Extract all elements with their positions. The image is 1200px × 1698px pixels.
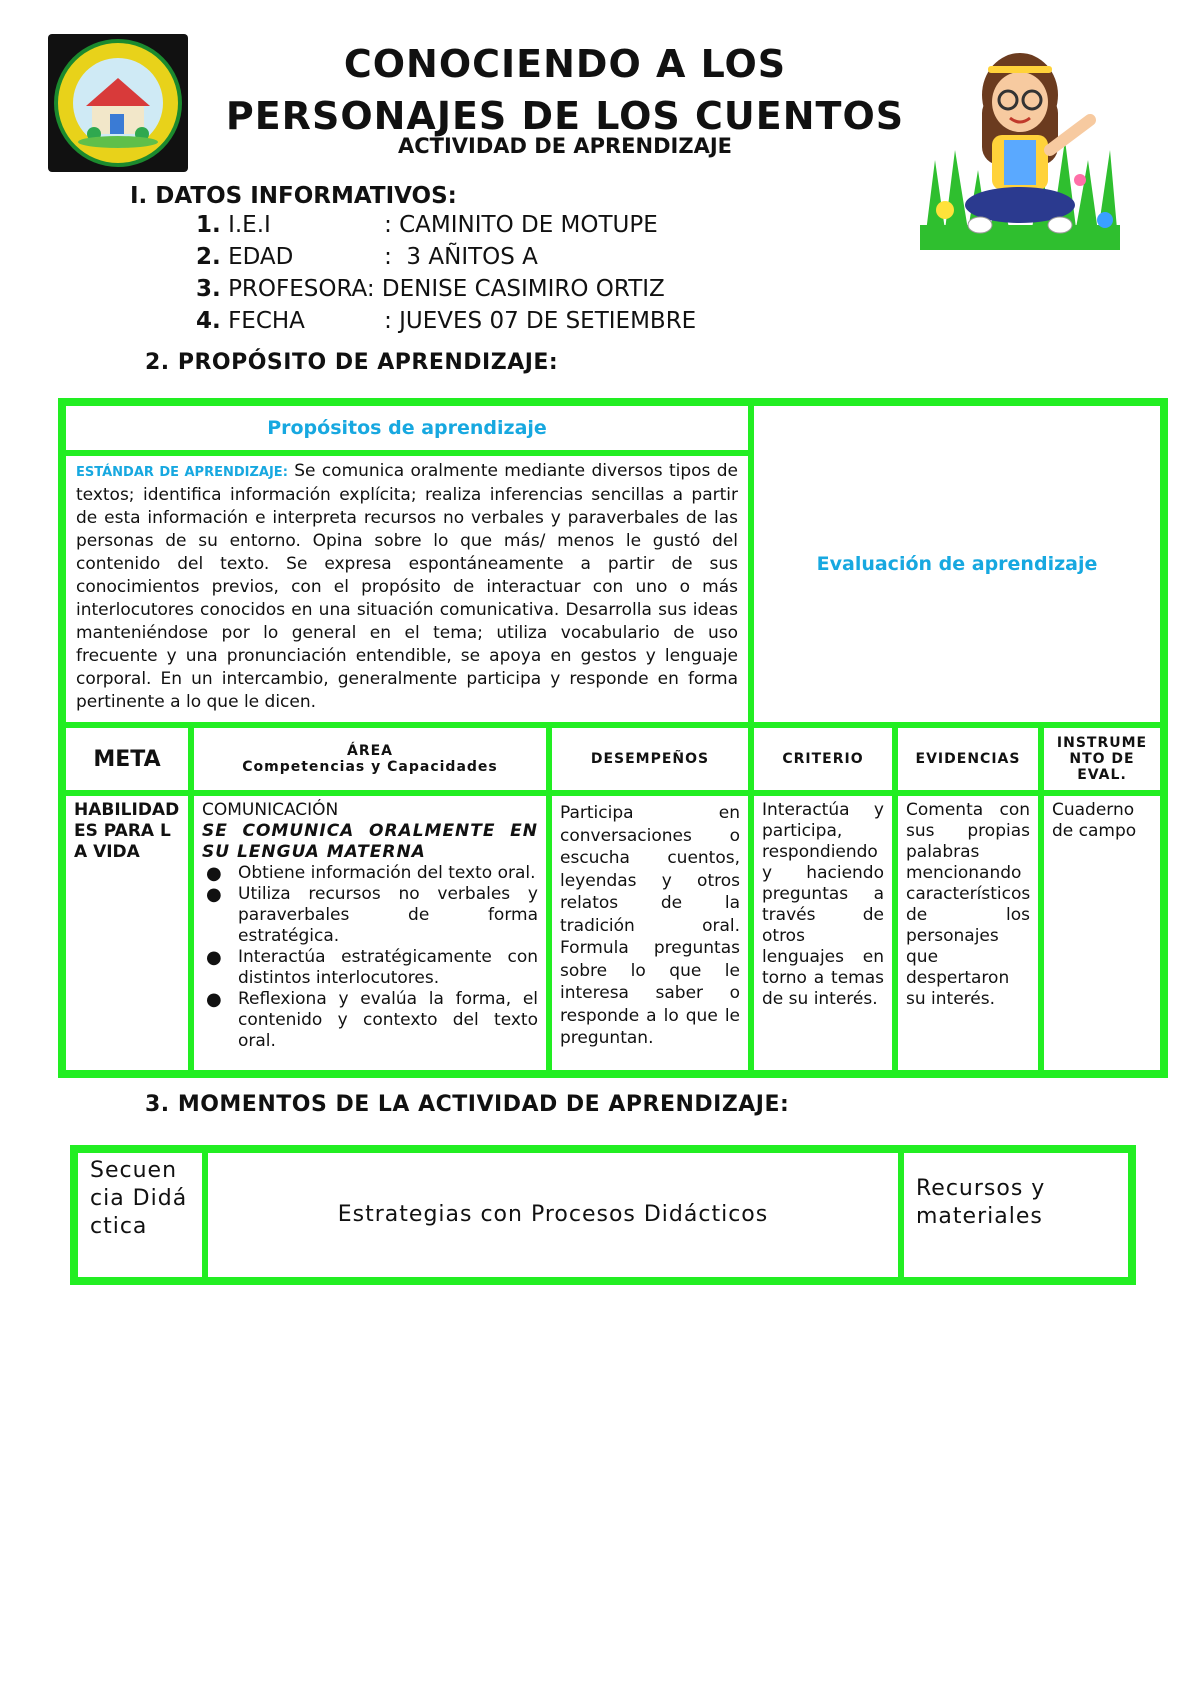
- evaluacion-title: Evaluación de aprendizaje: [751, 403, 1163, 725]
- header-criterio: CRITERIO: [751, 725, 895, 793]
- momentos-table: [70, 1145, 1136, 1285]
- capacidad-item: ● Obtiene información del texto oral.: [202, 863, 538, 884]
- school-seal-logo: [48, 34, 188, 172]
- desempenos-cell: Participa en conversaciones o escucha cuentos, leyendas y otros relatos de la tradición oral. Formula preguntas sobre lo que le interesa saber o responde a lo que le preguntan.: [549, 793, 751, 1073]
- info-row-profesora: [196, 274, 665, 304]
- learning-purpose-table: [58, 398, 1168, 1078]
- criterio-cell: Interactúa y participa, respondiendo y haciendo preguntas a través de otros lenguajes en torno a temas de su interés.: [751, 793, 895, 1073]
- info-label: PROFESORA:: [228, 276, 375, 302]
- info-num: 4.: [196, 308, 221, 334]
- title-line-1: CONOCIENDO A LOS: [343, 42, 787, 86]
- estandar-label: ESTÁNDAR DE APRENDIZAJE:: [76, 465, 288, 480]
- meta-cell: HABILIDADES PARA LA VIDA: [63, 793, 191, 1073]
- school-seal-icon: [48, 34, 188, 172]
- capacidad-item: ● Reflexiona y evalúa la forma, el contenido y contexto del texto oral.: [202, 989, 538, 1052]
- info-row-fecha: [196, 306, 696, 336]
- info-value: : 3 AÑITOS A: [384, 244, 538, 270]
- info-value: DENISE CASIMIRO ORTIZ: [374, 276, 665, 302]
- competencia: SE COMUNICA ORALMENTE EN SU LENGUA MATERNA: [202, 821, 538, 862]
- header-evidencias: EVIDENCIAS: [895, 725, 1041, 793]
- area-title: COMUNICACIÓN: [202, 800, 339, 820]
- propositos-title: Propósitos de aprendizaje: [63, 403, 751, 453]
- info-num: 3.: [196, 276, 221, 302]
- instrumento-cell: Cuaderno de campo: [1041, 793, 1163, 1073]
- section-2-heading: 2. PROPÓSITO DE APRENDIZAJE:: [145, 350, 559, 375]
- area-cell: [191, 793, 549, 1073]
- evidencias-cell: Comenta con sus propias palabras mencionando característicos de los personajes que despertaron su interés.: [895, 793, 1041, 1073]
- info-num: 1.: [196, 212, 221, 238]
- girl-illustration: [920, 40, 1120, 252]
- info-row-edad: [196, 242, 538, 272]
- header-meta: META: [63, 725, 191, 793]
- header-area-line1: ÁREA: [346, 743, 393, 759]
- header-instrumento: INSTRUME NTO DE EVAL.: [1041, 725, 1163, 793]
- info-label: I.E.I: [228, 212, 271, 238]
- info-value: : JUEVES 07 DE SETIEMBRE: [384, 308, 697, 334]
- document-subtitle: ACTIVIDAD DE APRENDIZAJE: [397, 134, 732, 158]
- title-line-2: PERSONAJES DE LOS CUENTOS: [225, 94, 905, 138]
- info-label: EDAD: [228, 244, 294, 270]
- document-title: [205, 38, 925, 142]
- section-3-heading: 3. MOMENTOS DE LA ACTIVIDAD DE APRENDIZAJE:: [145, 1092, 790, 1117]
- girl-reading-icon: [920, 40, 1120, 252]
- info-label: FECHA: [228, 308, 305, 334]
- capacidad-item: ● Utiliza recursos no verbales y paraverbales de forma estratégica.: [202, 884, 538, 947]
- info-num: 2.: [196, 244, 221, 270]
- estrategias-header: Estrategias con Procesos Didácticos: [205, 1150, 901, 1280]
- recursos-header: Recursos y materiales: [901, 1150, 1131, 1280]
- secuencia-header: Secuencia Didáctica: [75, 1150, 205, 1280]
- header-area: [191, 725, 549, 793]
- header-area-line2: Competencias y Capacidades: [242, 759, 498, 775]
- estandar-text: Se comunica oralmente mediante diversos tipos de textos; identifica información explícita; realiza inferencias sencillas a partir de esta información e interpreta recursos no verbales y paraverbales de las personas de su entorno. Opina sobre lo que más/ menos le gustó del contenido del texto. Se expresa espontáneamente a partir de sus conocimientos previos, con el propósito de interactuar con uno o más interlocutores conocidos en una situación comunicativa. Desarrolla sus ideas manteniéndose por lo general en el tema; utiliza vocabulario de uso frecuente y una pronunciación entendible, se apoya en gestos y lenguaje corporal. En un intercambio, generalmente participa y responde en forma pertinente a lo que le dicen.: [76, 461, 738, 712]
- header-desempenos: DESEMPEÑOS: [549, 725, 751, 793]
- info-row-iei: [196, 210, 658, 240]
- estandar-cell: [63, 453, 751, 725]
- info-value: : CAMINITO DE MOTUPE: [384, 212, 658, 238]
- capacidad-item: ● Interactúa estratégicamente con distintos interlocutores.: [202, 947, 538, 989]
- section-1-heading: I. DATOS INFORMATIVOS:: [130, 183, 457, 209]
